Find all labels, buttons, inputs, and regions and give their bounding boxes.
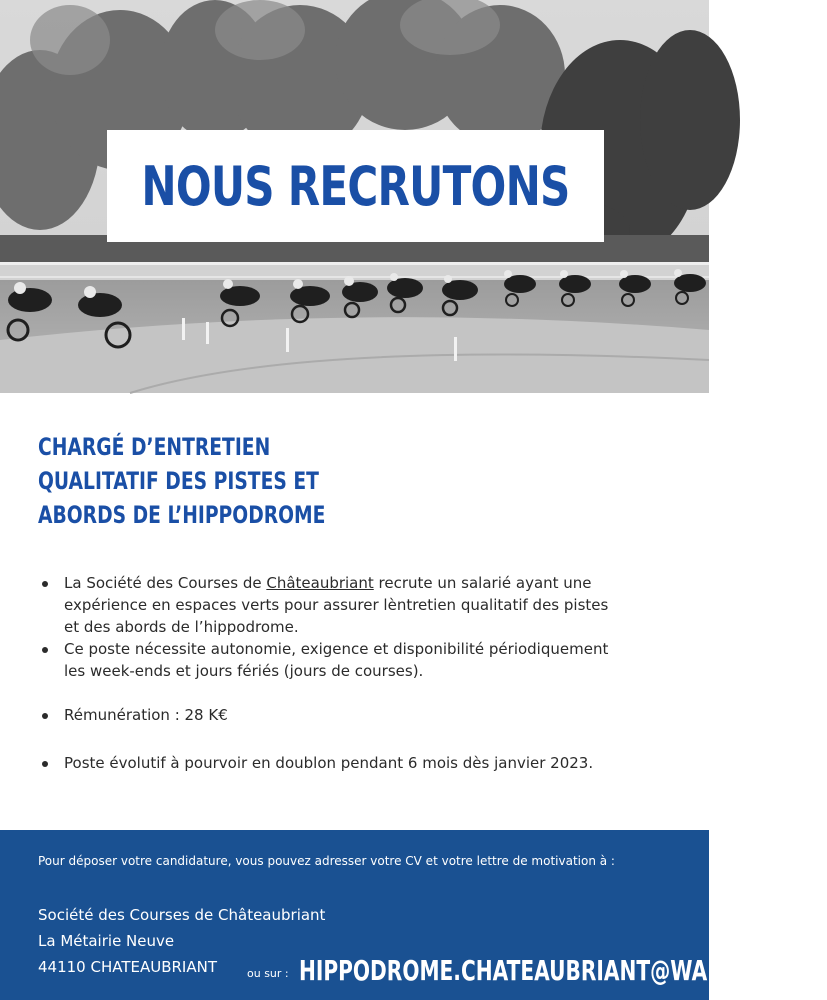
job-title-line-1: CHARGÉ D’ENTRETIEN: [38, 433, 271, 461]
list-item: [40, 638, 620, 682]
contact-email[interactable]: HIPPODROME.CHATEAUBRIANT@WANADOO.FR: [299, 954, 827, 987]
bullet-1-text-end: recrute un salarié ayant une expérience en espaces verts pour assurer lèntretien qualitatif des pistes et des abords de l’hippodrome.: [64, 574, 609, 636]
job-details-list: [40, 572, 620, 774]
list-item: [40, 752, 620, 774]
job-title-line-3: ABORDS DE L’HIPPODROME: [38, 501, 326, 529]
application-intro: Pour déposer votre candidature, vous pouvez adresser votre CV et votre lettre de motivation à :: [38, 854, 615, 868]
address-line-3: 44110 CHATEAUBRIANT: [38, 958, 217, 976]
bullet-2-text: Ce poste nécessite autonomie, exigence et disponibilité périodiquement les week-ends et jours fériés (jours de courses).: [64, 640, 609, 680]
job-title: [38, 430, 325, 532]
address-line-1: Société des Courses de Châteaubriant: [38, 906, 326, 924]
or-label: ou sur :: [247, 967, 289, 980]
address-line-2: La Métairie Neuve: [38, 932, 175, 950]
chateaubriant-link[interactable]: Châteaubriant: [266, 574, 374, 592]
salary-text: Rémunération : 28 K€: [64, 706, 228, 724]
page-title: NOUS RECRUTONS: [141, 154, 570, 218]
bullet-1-text: La Société des Courses de: [64, 574, 267, 592]
list-item: [40, 572, 620, 638]
bullet-4-text: Poste évolutif à pourvoir en doublon pendant 6 mois dès janvier 2023.: [64, 754, 594, 772]
contact-footer: [0, 830, 827, 1000]
job-title-line-2: QUALITATIF DES PISTES ET: [38, 467, 319, 495]
list-item: [40, 704, 620, 726]
title-banner: [107, 130, 604, 242]
